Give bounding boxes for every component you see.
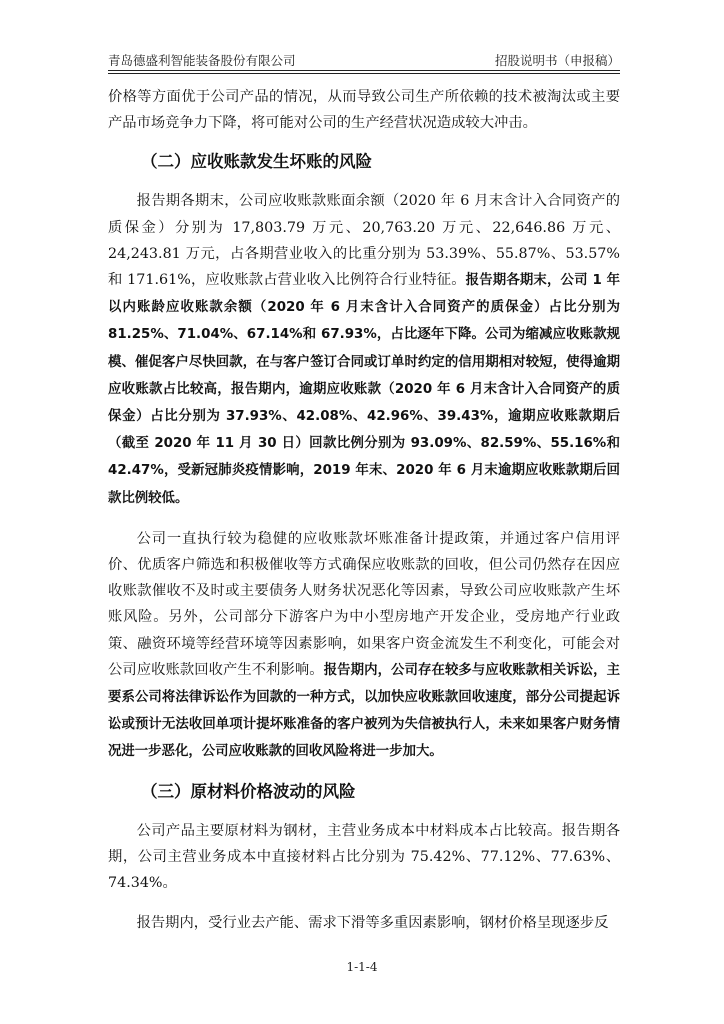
- receivables-aging-emphasis: 报告期各期末，公司 1 年以内账龄应收账款余额（2020 年 6 月末含计入合同资产的质保金）占比分别为 81.25%、71.04%、67.14%和 67.93%，占比逐年下降。公司为缩减应收账款规模、催促客户尽快回款，在与客户签订合同或订单时约定的信用期相对较短，使得逾期应收账款占比较高，报告期内，逾期应收账款（2020 年 6 月末含计入合同资产的质保金）占比分别为 37.93%、42.08%、42.96%、39.43%，逾期应收账款期后（截至 2020 年 11 月 30 日）回款比例分别为 93.09%、82.59%、55.16%和 42.47%，受新冠肺炎疫情影响，2019 年末、2020 年 6 月末逾期应收账款期后回款比例较低。: [108, 273, 621, 506]
- section-heading-bad-debt-risk: （二）应收账款发生坏账的风险: [141, 152, 372, 172]
- page-header: [108, 48, 620, 70]
- header-rule-thin: [108, 73, 620, 74]
- litigation-emphasis: 报告期内，公司存在较多与应收账款相关诉讼，主要系公司将法律诉讼作为回款的一种方式，以加快应收账款回收速度，部分公司提起诉讼或预计无法收回单项计提坏账准备的客户被列为失信被执行人，未来如果客户财务情况进一步恶化，公司应收账款的回收风险将进一步加大。: [108, 662, 621, 760]
- paragraph-bad-debt-policy: [108, 526, 620, 766]
- paragraph-steel-price: 报告期内，受行业去产能、需求下滑等多重因素影响，钢材价格呈现逐步反: [136, 915, 609, 932]
- bad-debt-policy-text: 公司一直执行较为稳健的应收账款坏账准备计提政策，并通过客户信用评价、优质客户筛选和积极催收等方式确保应收账款的回收，但公司仍然存在因应收账款催收不及时或主要债务人财务状况恶化等因素，导致公司应收账款产生坏账风险。另外，公司部分下游客户为中小型房地产开发企业，受房地产行业政策、融资环境等经营环境等因素影响，如果客户资金流发生不利变化，可能会对公司应收账款回收产生不利影响。: [108, 530, 620, 678]
- page-number: 1-1-4: [346, 960, 378, 974]
- page-content: [108, 84, 620, 936]
- paragraph-raw-material-share: 公司产品主要原材料为钢材，主营业务成本中材料成本占比较高。报告期各期，公司主营业务成本中直接材料占比分别为 75.42%、77.12%、77.63%、74.34%。: [108, 822, 620, 892]
- paragraph-receivables-balance: [108, 188, 620, 511]
- section-heading-raw-material-risk: （三）原材料价格波动的风险: [141, 781, 356, 801]
- header-document-type: 招股说明书（申报稿）: [494, 53, 620, 68]
- receivables-balance-text: 报告期各期末，公司应收账款账面余额（2020 年 6 月末含计入合同资产的质保金）分别为 17,803.79 万元、20,763.20 万元、22,646.86 万元、24,243.81 万元，占各期营业收入的比重分别为 53.39%、55.87%、53.57%和 171.61%，应收账款占营业收入比例符合行业特征。: [108, 193, 620, 289]
- paragraph-continued: 价格等方面优于公司产品的情况，从而导致公司生产所依赖的技术被淘汰或主要产品市场竞争力下降，将可能对公司的生产经营状况造成较大冲击。: [108, 89, 620, 132]
- header-rule-thick: [108, 70, 620, 71]
- header-company-name: 青岛德盛利智能装备股份有限公司: [108, 53, 296, 68]
